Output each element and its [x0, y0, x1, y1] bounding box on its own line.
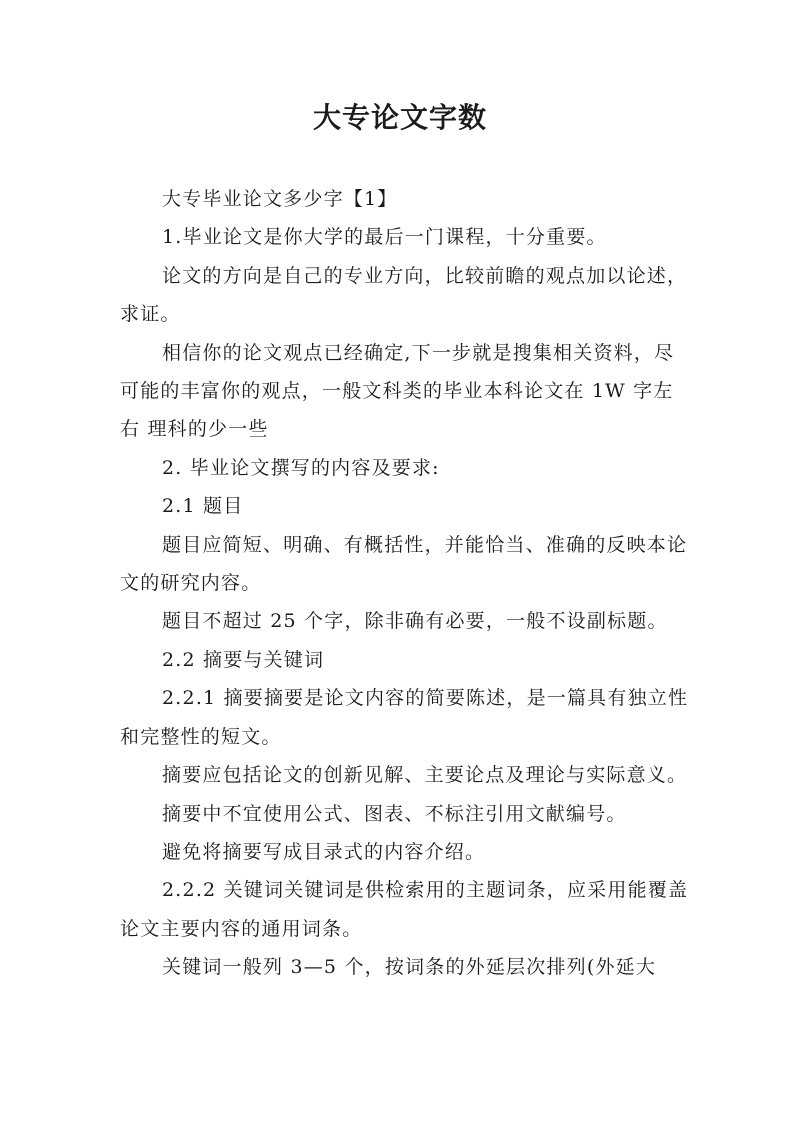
paragraph-3: 论文的方向是自己的专业方向，比较前瞻的观点加以论述，求证。	[120, 264, 688, 326]
paragraph-5: 2. 毕业论文撰写的内容及要求:	[162, 456, 440, 479]
paragraph-8: 题目不超过 25 个字，除非确有必要，一般不设副标题。	[162, 610, 668, 633]
paragraph-15: 关键词一般列 3—5 个，按词条的外延层次排列(外延大	[162, 956, 657, 979]
paragraph-12: 摘要中不宜使用公式、图表、不标注引用文献编号。	[162, 802, 627, 825]
paragraph-6: 2.1 题目	[162, 495, 244, 518]
paragraph-2: 1.毕业论文是你大学的最后一门课程，十分重要。	[162, 226, 607, 249]
paragraph-7: 题目应简短、明确、有概括性，并能恰当、准确的反映本论文的研究内容。	[120, 533, 688, 595]
paragraph-1: 大专毕业论文多少字【1】	[162, 188, 398, 210]
paragraph-14: 2.2.2 关键词关键词是供检索用的主题词条，应采用能覆盖论文主要内容的通用词条。	[120, 879, 689, 940]
document-title: 大专论文字数	[312, 101, 487, 134]
paragraph-4: 相信你的论文观点已经确定,下一步就是搜集相关资料，尽可能的丰富你的观点，一般文科类的毕业本科论文在 1W 字左右 理科的少一些	[120, 341, 675, 441]
paragraph-10: 2.2.1 摘要摘要是论文内容的简要陈述，是一篇具有独立性和完整性的短文。	[120, 687, 689, 748]
paragraph-9: 2.2 摘要与关键词	[162, 648, 325, 671]
paragraph-11: 摘要应包括论文的创新见解、主要论点及理论与实际意义。	[162, 764, 688, 787]
document-body	[120, 180, 690, 987]
paragraph-13: 避免将摘要写成目录式的内容介绍。	[162, 840, 486, 863]
